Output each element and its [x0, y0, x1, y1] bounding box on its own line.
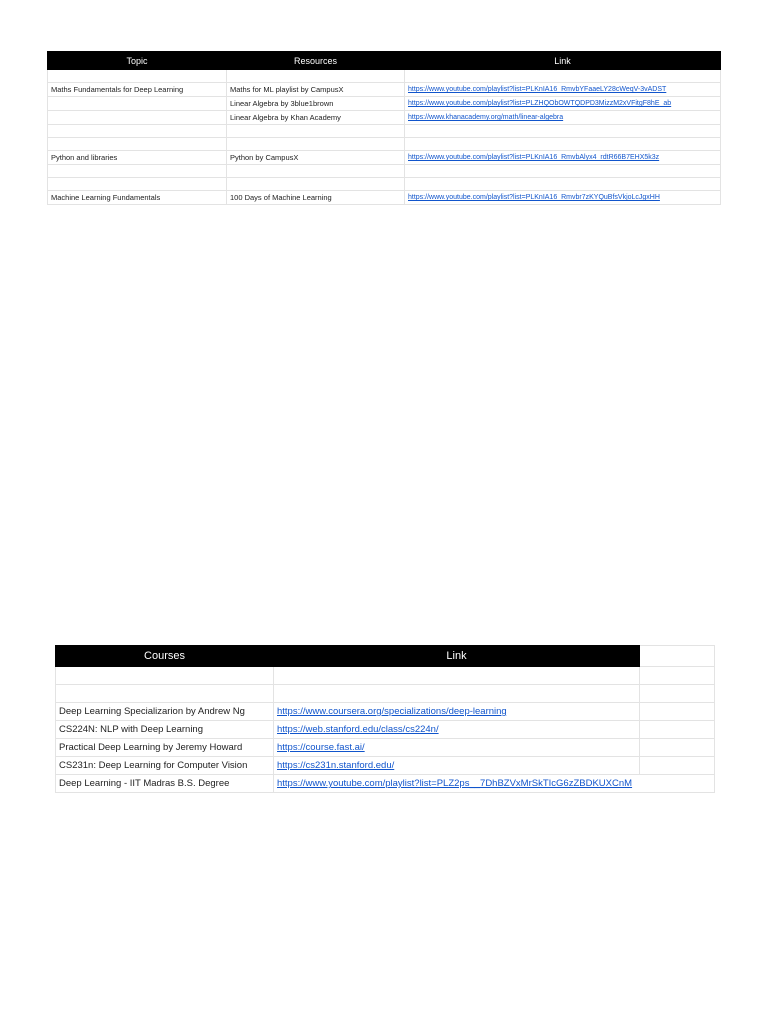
topic-cell	[48, 178, 227, 191]
table-row	[48, 165, 721, 178]
empty-cell	[640, 721, 715, 739]
course-cell	[56, 685, 274, 703]
resource-link[interactable]: https://www.youtube.com/playlist?list=PLKnIA16_Rmvbr7zKYQuBfsVkjoLcJgxHH	[408, 194, 660, 201]
link-cell	[405, 111, 721, 125]
link-cell	[405, 70, 721, 83]
link-cell	[274, 667, 640, 685]
table-row	[48, 151, 721, 165]
resources-header: Resources	[227, 52, 405, 70]
empty-header-cell	[640, 646, 715, 667]
topic-cell: Python and libraries	[48, 151, 227, 165]
link-cell	[405, 191, 721, 205]
resource-link[interactable]: https://www.youtube.com/playlist?list=PLZHQObOWTQDPD3MizzM2xVFitgF8hE_ab	[408, 100, 672, 107]
table-row	[48, 178, 721, 191]
resource-cell	[227, 70, 405, 83]
topic-cell	[48, 165, 227, 178]
table-row	[48, 97, 721, 111]
link-cell	[274, 757, 640, 775]
resource-cell: Python by CampusX	[227, 151, 405, 165]
table-row	[56, 757, 715, 775]
table-row	[56, 703, 715, 721]
link-cell	[274, 685, 640, 703]
topic-cell: Machine Learning Fundamentals	[48, 191, 227, 205]
resource-cell	[227, 165, 405, 178]
resource-link[interactable]: https://www.youtube.com/playlist?list=PLKnIA16_RmvbAlyx4_rdtR66B7EHX5k3z	[408, 154, 660, 161]
resource-cell	[227, 125, 405, 138]
table-row	[48, 138, 721, 151]
topics-table	[47, 51, 721, 205]
topic-cell	[48, 97, 227, 111]
resource-link[interactable]: https://course.fast.ai/	[277, 742, 365, 753]
course-cell: Deep Learning Specializarion by Andrew Ng	[56, 703, 274, 721]
resource-cell: 100 Days of Machine Learning	[227, 191, 405, 205]
resource-cell: Maths for ML playlist by CampusX	[227, 83, 405, 97]
table-row	[56, 721, 715, 739]
resource-link[interactable]: https://www.coursera.org/specializations/deep-learning	[277, 706, 507, 717]
resource-cell: Linear Algebra by Khan Academy	[227, 111, 405, 125]
course-cell: CS224N: NLP with Deep Learning	[56, 721, 274, 739]
course-cell: Practical Deep Learning by Jeremy Howard	[56, 739, 274, 757]
topic-cell	[48, 70, 227, 83]
resource-cell: Linear Algebra by 3blue1brown	[227, 97, 405, 111]
link-cell	[405, 165, 721, 178]
courses-header: Courses	[56, 646, 274, 667]
table-row	[48, 191, 721, 205]
course-link-header: Link	[274, 646, 640, 667]
empty-cell	[640, 757, 715, 775]
topic-header: Topic	[48, 52, 227, 70]
link-cell	[405, 138, 721, 151]
resource-link[interactable]: https://www.youtube.com/playlist?list=PLKnIA16_RmvbYFaaeLY28cWeqV-3vADST	[408, 86, 667, 93]
table-row	[56, 739, 715, 757]
link-cell	[274, 739, 640, 757]
table-row	[56, 775, 715, 793]
link-cell	[405, 151, 721, 165]
empty-cell	[640, 685, 715, 703]
table-row	[48, 70, 721, 83]
table-row	[48, 125, 721, 138]
resource-link[interactable]: https://cs231n.stanford.edu/	[277, 760, 395, 771]
topic-cell: Maths Fundamentals for Deep Learning	[48, 83, 227, 97]
topic-cell	[48, 125, 227, 138]
resource-cell	[227, 178, 405, 191]
topic-cell	[48, 111, 227, 125]
table-row	[56, 667, 715, 685]
table-row	[56, 685, 715, 703]
resource-cell	[227, 138, 405, 151]
course-cell: Deep Learning - IIT Madras B.S. Degree	[56, 775, 274, 793]
link-cell	[405, 125, 721, 138]
resource-link[interactable]: https://www.khanacademy.org/math/linear-algebra	[408, 114, 564, 121]
empty-cell	[640, 703, 715, 721]
resource-link[interactable]: https://www.youtube.com/playlist?list=PLZ2ps__7DhBZVxMrSkTIcG6zZBDKUXCnM	[277, 778, 633, 789]
empty-cell	[640, 667, 715, 685]
topics-header-row	[48, 52, 721, 70]
table-row	[48, 83, 721, 97]
link-cell	[405, 97, 721, 111]
link-cell	[274, 775, 715, 793]
link-cell	[405, 83, 721, 97]
topic-cell	[48, 138, 227, 151]
link-header: Link	[405, 52, 721, 70]
course-cell: CS231n: Deep Learning for Computer Vision	[56, 757, 274, 775]
courses-table	[55, 645, 715, 793]
table-row	[48, 111, 721, 125]
link-cell	[274, 703, 640, 721]
resource-link[interactable]: https://web.stanford.edu/class/cs224n/	[277, 724, 439, 735]
course-cell	[56, 667, 274, 685]
courses-header-row	[56, 646, 715, 667]
empty-cell	[640, 739, 715, 757]
link-cell	[405, 178, 721, 191]
link-cell	[274, 721, 640, 739]
